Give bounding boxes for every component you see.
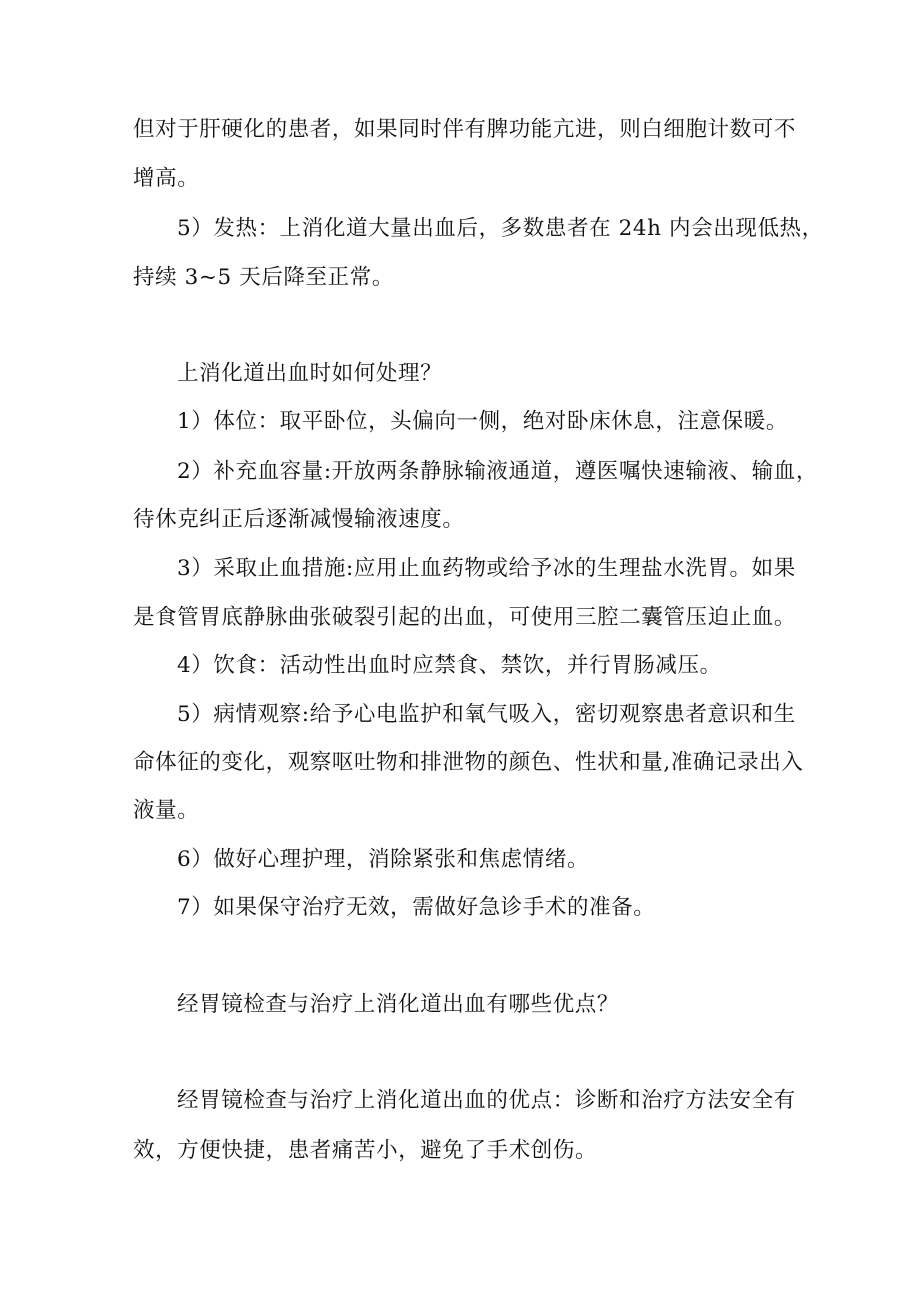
text-line: 是食管胃底静脉曲张破裂引起的出血，可使用三腔二囊管压迫止血。 <box>133 605 797 630</box>
section-heading: 上消化道出血时如何处理？ <box>177 361 443 386</box>
text-line: 效，方便快捷，患者痛苦小，避免了手术创伤。 <box>133 1138 598 1163</box>
text-line: 命体征的变化，观察呕吐物和排泄物的颜色、性状和量,准确记录出入 <box>133 750 804 775</box>
text-line: 持续 3~5 天后降至正常。 <box>133 265 394 290</box>
text-line: 7）如果保守治疗无效，需做好急诊手术的准备。 <box>177 895 656 920</box>
text-line: 5）病情观察:给予心电监护和氧气吸入，密切观察患者意识和生 <box>177 702 796 727</box>
text-line: 待休克纠正后逐渐减慢输液速度。 <box>133 507 465 532</box>
text-line: 1）体位：取平卧位，头偏向一侧，绝对卧床休息，注意保暖。 <box>177 409 788 434</box>
text-line: 经胃镜检查与治疗上消化道出血的优点：诊断和治疗方法安全有 <box>177 1088 796 1113</box>
text-line: 液量。 <box>133 798 200 823</box>
text-line: 3）采取止血措施:应用止血药物或给予冰的生理盐水洗胃。如果 <box>177 556 796 581</box>
text-line: 4）饮食：活动性出血时应禁食、禁饮，并行胃肠减压。 <box>177 653 722 678</box>
text-line: 但对于肝硬化的患者，如果同时伴有脾功能亢进，则白细胞计数可不 <box>133 117 797 142</box>
text-line: 5）发热：上消化道大量出血后，多数患者在 24h 内会出现低热， <box>177 216 824 241</box>
text-line: 2）补充血容量:开放两条静脉输液通道，遵医嘱快速输液、输血， <box>177 459 818 484</box>
text-line: 增高。 <box>133 166 200 191</box>
section-heading: 经胃镜检查与治疗上消化道出血有哪些优点？ <box>177 992 620 1017</box>
text-line: 6）做好心理护理，消除紧张和焦虑情绪。 <box>177 847 590 872</box>
